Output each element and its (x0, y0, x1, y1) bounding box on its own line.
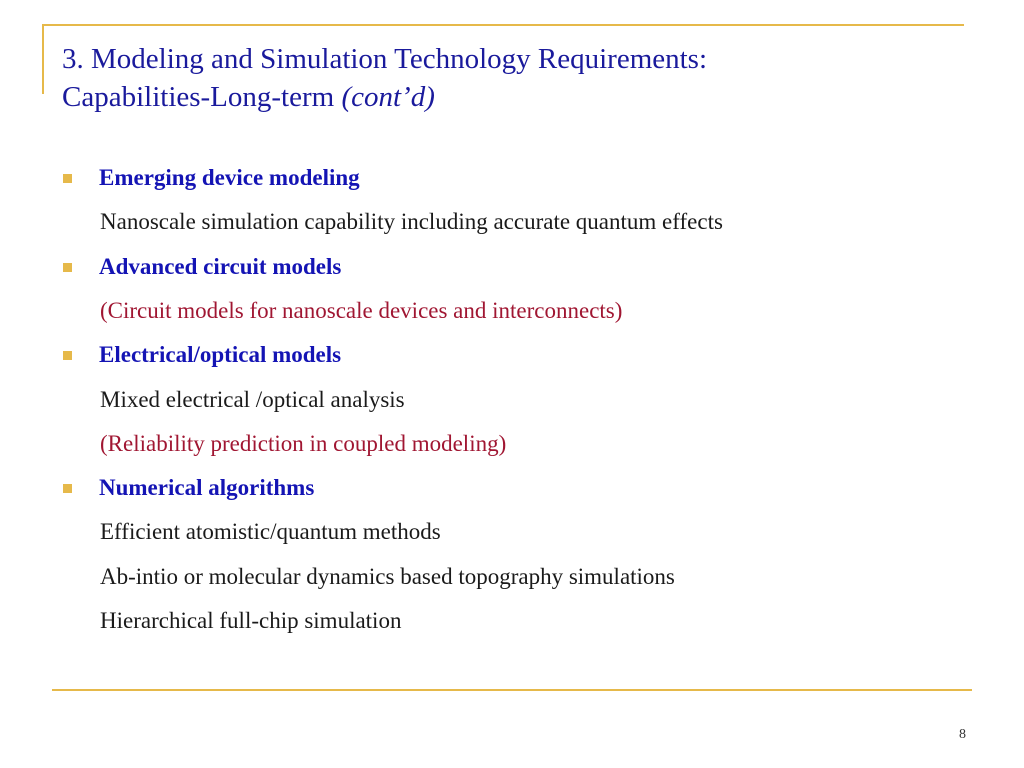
page-number: 8 (959, 727, 966, 742)
bullet-item (62, 163, 360, 193)
sub-line: Ab-intio or molecular dynamics based topography simulations (100, 564, 675, 589)
slide-title-italic: (cont’d) (341, 81, 435, 113)
slide-title-text: Capabilities-Long-term (62, 81, 342, 113)
bullet-square-icon (63, 174, 72, 183)
sub-line: Hierarchical full-chip simulation (100, 608, 402, 633)
sub-line: Nanoscale simulation capability including accurate quantum effects (100, 209, 723, 234)
bullet-square-icon (63, 263, 72, 272)
bullet-square-icon (63, 351, 72, 360)
bullet-item (62, 473, 314, 503)
sub-line: Efficient atomistic/quantum methods (100, 519, 441, 544)
bullet-heading: Emerging device modeling (99, 165, 360, 190)
sub-line: Mixed electrical /optical analysis (100, 387, 405, 412)
slide-title-line1: 3. Modeling and Simulation Technology Requirements: (62, 43, 708, 75)
sub-line-red: (Circuit models for nanoscale devices and interconnects) (100, 298, 623, 323)
bullet-heading: Numerical algorithms (99, 475, 315, 500)
frame-bottom-rule (52, 689, 972, 691)
sub-line-red: (Reliability prediction in coupled modeling) (100, 431, 507, 456)
bullet-heading: Advanced circuit models (99, 254, 342, 279)
bullet-item (62, 252, 341, 282)
bullet-square-icon (63, 484, 72, 493)
bullet-heading: Electrical/optical models (99, 342, 342, 367)
bullet-item (62, 340, 341, 370)
